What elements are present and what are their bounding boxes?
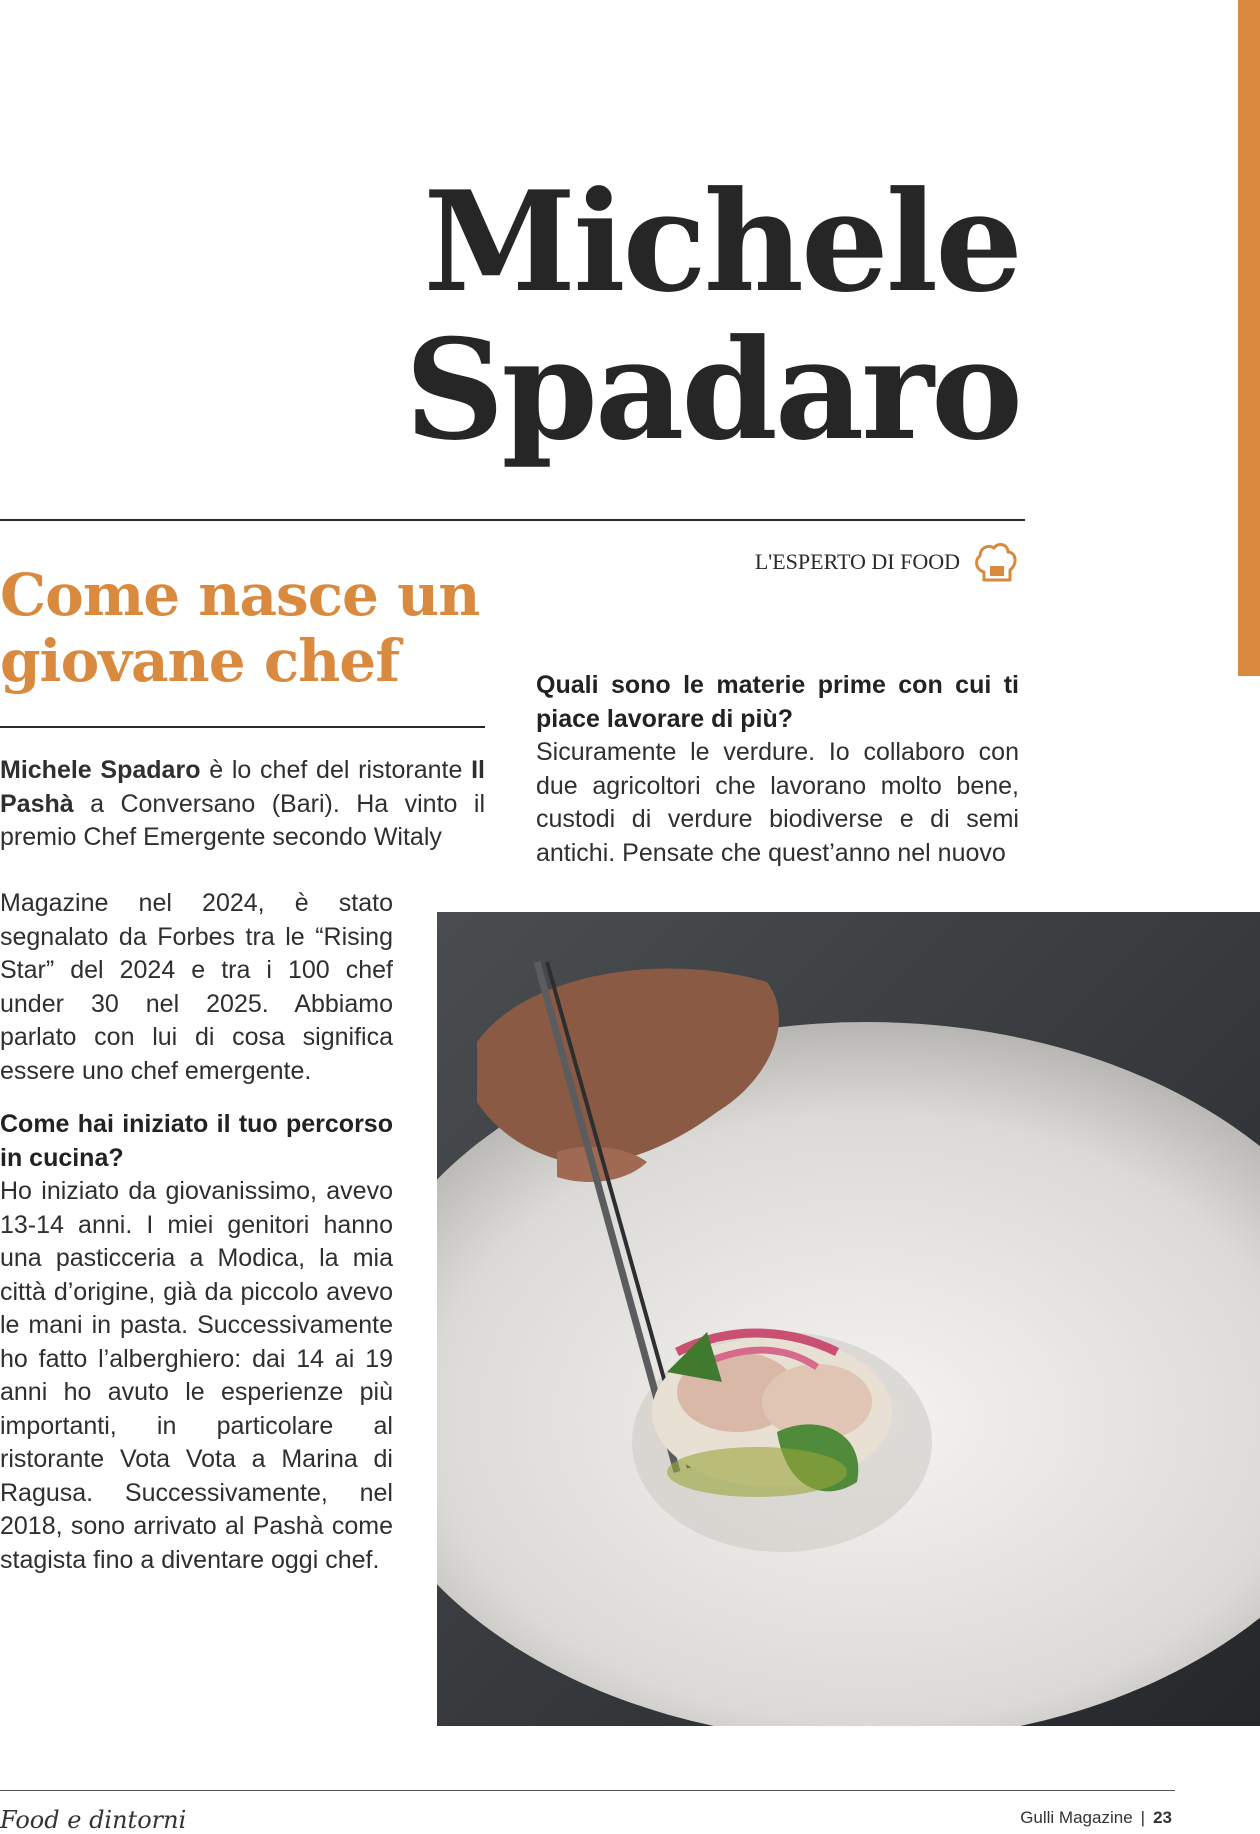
section-tag (755, 536, 1022, 588)
article-subtitle (0, 562, 500, 694)
footer-divider (0, 1790, 1175, 1791)
subtitle-line-1: Come nasce un (0, 561, 480, 629)
left-column (0, 887, 393, 1577)
subtitle-divider (0, 726, 485, 728)
footer-page-info (1020, 1808, 1172, 1828)
answer-2: Sicuramente le verdure. Io collaboro con due agricoltori che lavorano molto bene, custodi di verdure biodiverse e di semi antichi. Pensate che quest’anno nel nuovo (536, 738, 1019, 867)
question-1: Come hai iniziato il tuo percorso in cucina? (0, 1110, 393, 1172)
intro-text-a: è lo chef del ristorante (200, 756, 472, 784)
intro-restaurant: Il Pashà (0, 756, 485, 818)
dish-photo (437, 912, 1260, 1726)
footer-section-name: Food e dintorni (0, 1806, 187, 1834)
accent-side-bar (1238, 0, 1260, 676)
title-divider (0, 519, 1025, 521)
chef-hat-icon (970, 536, 1022, 588)
page-number: 23 (1153, 1808, 1172, 1827)
answer-1: Ho iniziato da giovanissimo, avevo 13-14 anni. I miei genitori hanno una pasticceria a Modica, la mia città d’origine, già da piccolo avevo le mani in pasta. Successivamente ho fatto l’alberghiero: dai 14 ai 19 anni ho avuto le esperienze più importanti, in particolare al ristorante Vota Vota a Marina di Ragusa. Successivamente, nel 2018, sono arrivato al Pashà come stagista fino a diventare oggi chef. (0, 1177, 393, 1574)
question-2: Quali sono le materie prime con cui ti piace lavorare di più? (536, 671, 1019, 733)
article-title (404, 160, 1020, 471)
intro-paragraph-top (0, 754, 485, 855)
title-line-2: Spadaro (404, 308, 1020, 471)
subtitle-line-2: giovane chef (0, 627, 400, 695)
intro-text-c: Magazine nel 2024, è stato segnalato da Forbes tra le “Rising Star” del 2024 e tra i 100 chef under 30 nel 2025. Abbiamo parlato con lui di cosa significa essere uno chef emergente. (0, 889, 393, 1085)
intro-name: Michele Spadaro (0, 756, 201, 784)
footer-magazine: Gulli Magazine (1020, 1808, 1133, 1827)
section-label: L'ESPERTO DI FOOD (754, 549, 960, 574)
right-column (536, 669, 1019, 870)
title-line-1: Michele (423, 160, 1020, 323)
footer-separator: | (1140, 1808, 1146, 1827)
intro-text-b: a Conversano (Bari). Ha vinto il premio Chef Emergente secondo Witaly (0, 789, 485, 851)
